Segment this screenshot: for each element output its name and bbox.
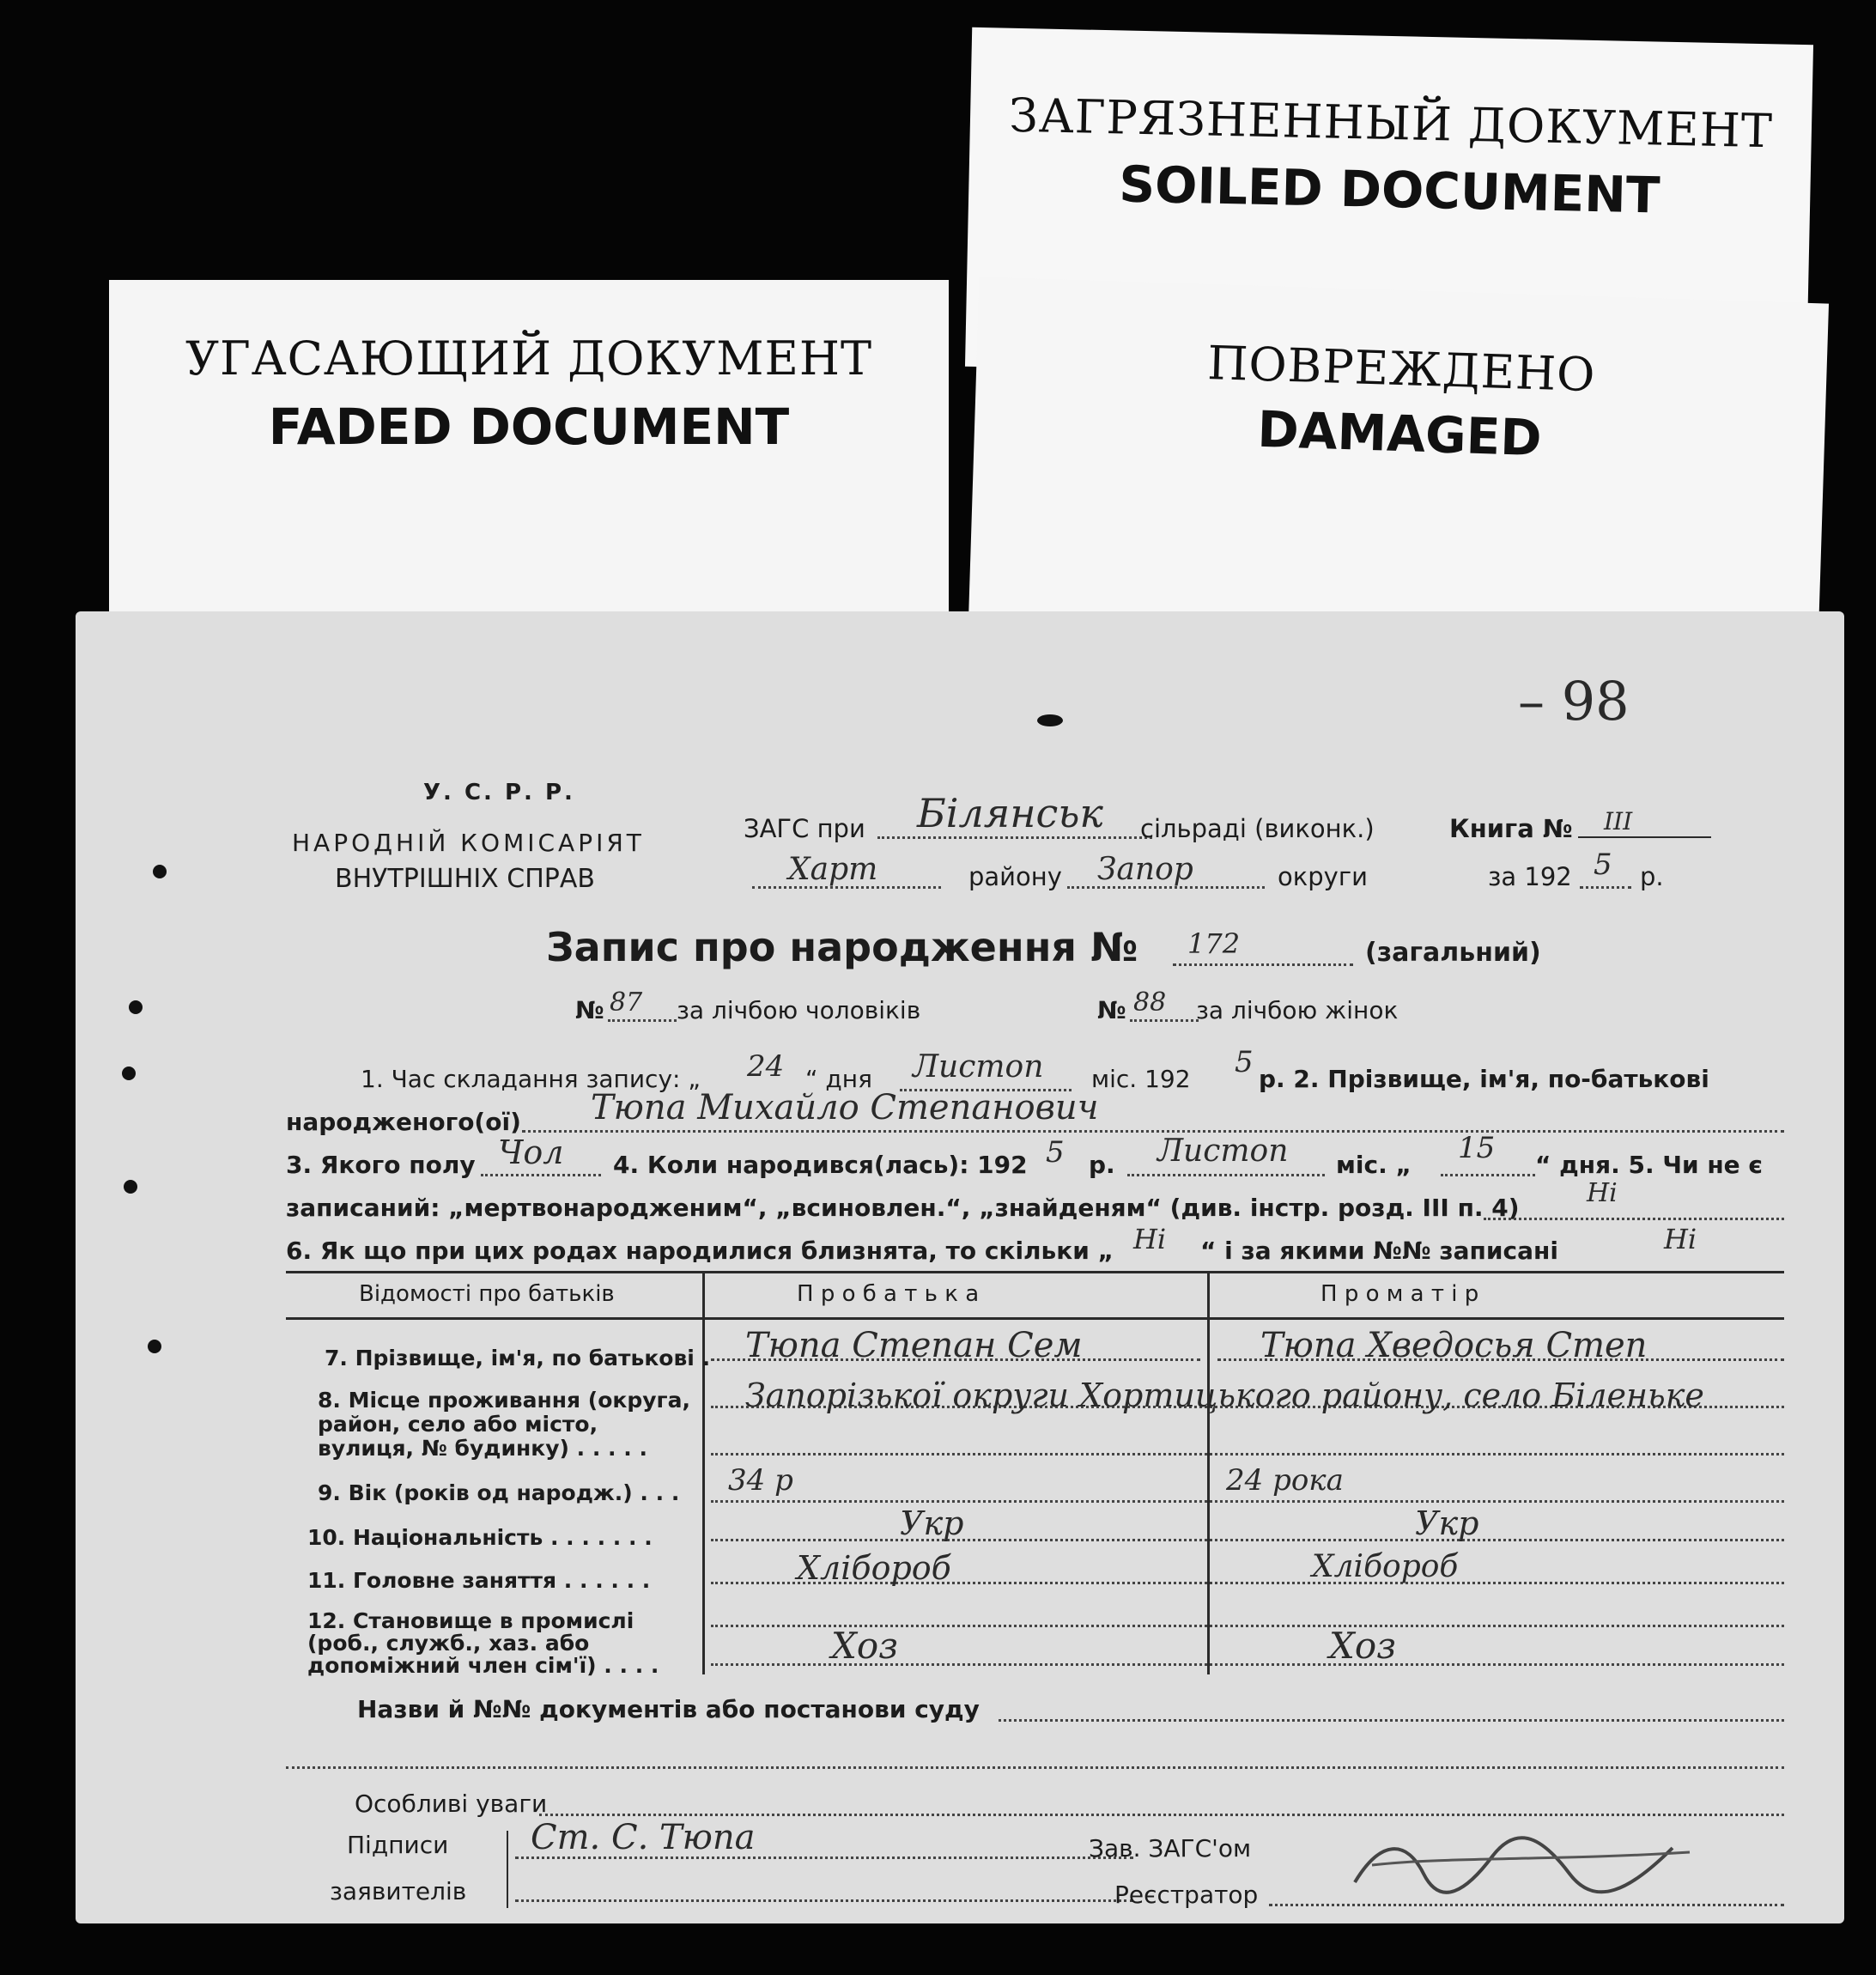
zags-council-label: сільраді (виконк.) — [1140, 814, 1375, 843]
f6-value-2: Ні — [1664, 1223, 1697, 1255]
father-nationality: Укр — [900, 1504, 964, 1542]
f1-rest-label: р. 2. Прізвище, ім'я, по-батькові — [1259, 1065, 1709, 1093]
punch-hole — [148, 1340, 161, 1353]
mother-occupation: Хлібороб — [1312, 1549, 1459, 1584]
punch-hole — [153, 865, 167, 878]
faded-en-label: FADED DOCUMENT — [268, 398, 790, 456]
f1-label: 1. Час складання запису: „ — [361, 1065, 701, 1093]
damaged-ru-label: ПОВРЕЖДЕНО — [1206, 335, 1597, 403]
f4-r-label: р. — [1089, 1151, 1115, 1179]
father-status: Хоз — [831, 1625, 899, 1667]
women-count-value: 88 — [1133, 988, 1167, 1018]
punch-hole — [122, 1066, 136, 1080]
f5-value: Ні — [1587, 1178, 1618, 1208]
documents-label: Назви й №№ документів або постанови суду — [357, 1695, 980, 1723]
birth-record-form — [76, 611, 1844, 1923]
women-count-label: за лічбою жінок — [1196, 996, 1399, 1024]
soiled-en-label: SOILED DOCUMENT — [1118, 155, 1661, 225]
record-number: 172 — [1187, 927, 1241, 960]
signatures-label-1: Підписи — [347, 1831, 449, 1859]
f4-rest-label: “ дня. 5. Чи не є — [1535, 1151, 1764, 1179]
row-9-label: 9. Вік (років од народж.) . . . — [318, 1480, 680, 1505]
f4-month-value: Листоп — [1157, 1133, 1289, 1169]
ministry-line-2: ВНУТРІШНІХ СПРАВ — [335, 864, 595, 894]
f1-day-label: “ дня — [805, 1065, 872, 1093]
record-title: Запис про народження № — [546, 924, 1138, 970]
punch-hole — [124, 1180, 137, 1194]
book-label: Книга № — [1449, 814, 1573, 843]
father-occupation: Хлібороб — [797, 1549, 951, 1587]
row-12-label: 12. Становище в промислі (роб., служб., хаз. або допоміжний член сім'ї) . . . . — [307, 1608, 659, 1678]
row-10-label: 10. Національність . . . . . . . — [307, 1525, 653, 1550]
ministry-line-1: НАРОДНІЙ КОМІСАРІЯТ — [292, 829, 645, 857]
mother-age: 24 рока — [1226, 1463, 1344, 1498]
book-value: III — [1604, 807, 1633, 836]
col-info-header: Відомості про батьків — [359, 1281, 615, 1307]
men-count-label: за лічбою чоловіків — [677, 996, 921, 1024]
damaged-en-label: DAMAGED — [1256, 399, 1543, 468]
mother-nationality: Укр — [1415, 1504, 1479, 1542]
stain-mark — [1037, 714, 1063, 726]
f3-value: Чол — [498, 1133, 564, 1171]
signatures-label-2: заявителів — [330, 1877, 467, 1905]
f5-label: записаний: „мертвонародженим“, „всиновлен.“, „знайденям“ (див. інстр. розд. III п. 4) — [286, 1194, 1520, 1222]
f2-label: народженого(ої) — [286, 1108, 521, 1136]
f1-month-value: Листоп — [913, 1049, 1044, 1085]
row-11-label: 11. Головне заняття . . . . . . — [307, 1568, 651, 1593]
special-notes-label: Особливі уваги — [355, 1790, 548, 1818]
f2-value: Тюпа Михайло Степанович — [591, 1088, 1099, 1127]
punch-hole — [129, 1000, 143, 1014]
women-no-label: № — [1097, 996, 1126, 1024]
head-zags-label: Зав. ЗАГС'ом — [1089, 1834, 1252, 1863]
year-value: 5 — [1594, 848, 1612, 882]
ussr-label: У. С. Р. Р. — [423, 780, 575, 805]
row-7-label: 7. Прізвище, ім'я, по батькові . — [325, 1346, 711, 1370]
row-8-label: 8. Місце проживання (округа, район, село або місто, вулиця, № будинку) . . . . . — [318, 1388, 690, 1461]
f4-label: 4. Коли народився(лась): 192 — [613, 1151, 1028, 1179]
applicant-signature: Ст. С. Тюпа — [531, 1818, 756, 1857]
father-name: Тюпа Степан Сем — [745, 1326, 1083, 1365]
f1-year-value: 5 — [1235, 1045, 1254, 1079]
f6-mid-label: “ і за якими №№ записані — [1200, 1237, 1558, 1265]
f1-month-label: міс. 192 — [1091, 1065, 1191, 1093]
men-count-value: 87 — [610, 988, 643, 1018]
men-no-label: № — [575, 996, 604, 1024]
father-age: 34 р — [728, 1463, 793, 1498]
raion-value: Харт — [788, 852, 878, 887]
soiled-ru-label: ЗАГРЯЗНЕННЫЙ ДОКУМЕНТ — [1008, 88, 1774, 159]
f3-label: 3. Якого полу — [286, 1151, 476, 1179]
f6-label: 6. Як що при цих родах народилися близнята, то скільки „ — [286, 1237, 1114, 1265]
damaged-document-card — [968, 277, 1829, 647]
f4-month-label: міс. „ — [1336, 1151, 1412, 1179]
f4-day-value: 15 — [1458, 1131, 1496, 1165]
zags-village-value: Білянськ — [917, 790, 1103, 836]
father-residence: Запорізької округи Хортицького району, село Біленьке — [745, 1376, 1704, 1414]
f1-day-value: 24 — [747, 1049, 785, 1084]
record-title-suffix: (загальний) — [1365, 938, 1541, 968]
mother-name: Тюпа Хведосья Степ — [1260, 1326, 1648, 1365]
raion-label: району — [968, 862, 1062, 891]
col-mother-header: П р о м а т і р — [1320, 1281, 1479, 1307]
year-label: за 192 — [1488, 862, 1572, 891]
f6-value: Ні — [1133, 1223, 1167, 1255]
okruh-label: округи — [1278, 862, 1368, 891]
mother-status: Хоз — [1329, 1625, 1397, 1667]
year-suffix: р. — [1640, 862, 1664, 891]
faded-ru-label: УГАСАЮЩИЙ ДОКУМЕНТ — [185, 331, 873, 386]
zags-label: ЗАГС при — [744, 814, 865, 843]
faded-document-card — [109, 280, 949, 623]
col-father-header: П р о б а т ь к а — [797, 1281, 980, 1307]
registrar-label: Реєстратор — [1114, 1881, 1259, 1909]
okruh-value: Запор — [1097, 852, 1193, 887]
registrar-signature — [1346, 1822, 1707, 1908]
f4-year-value: 5 — [1046, 1135, 1065, 1170]
page-number: – 98 — [1518, 670, 1630, 732]
